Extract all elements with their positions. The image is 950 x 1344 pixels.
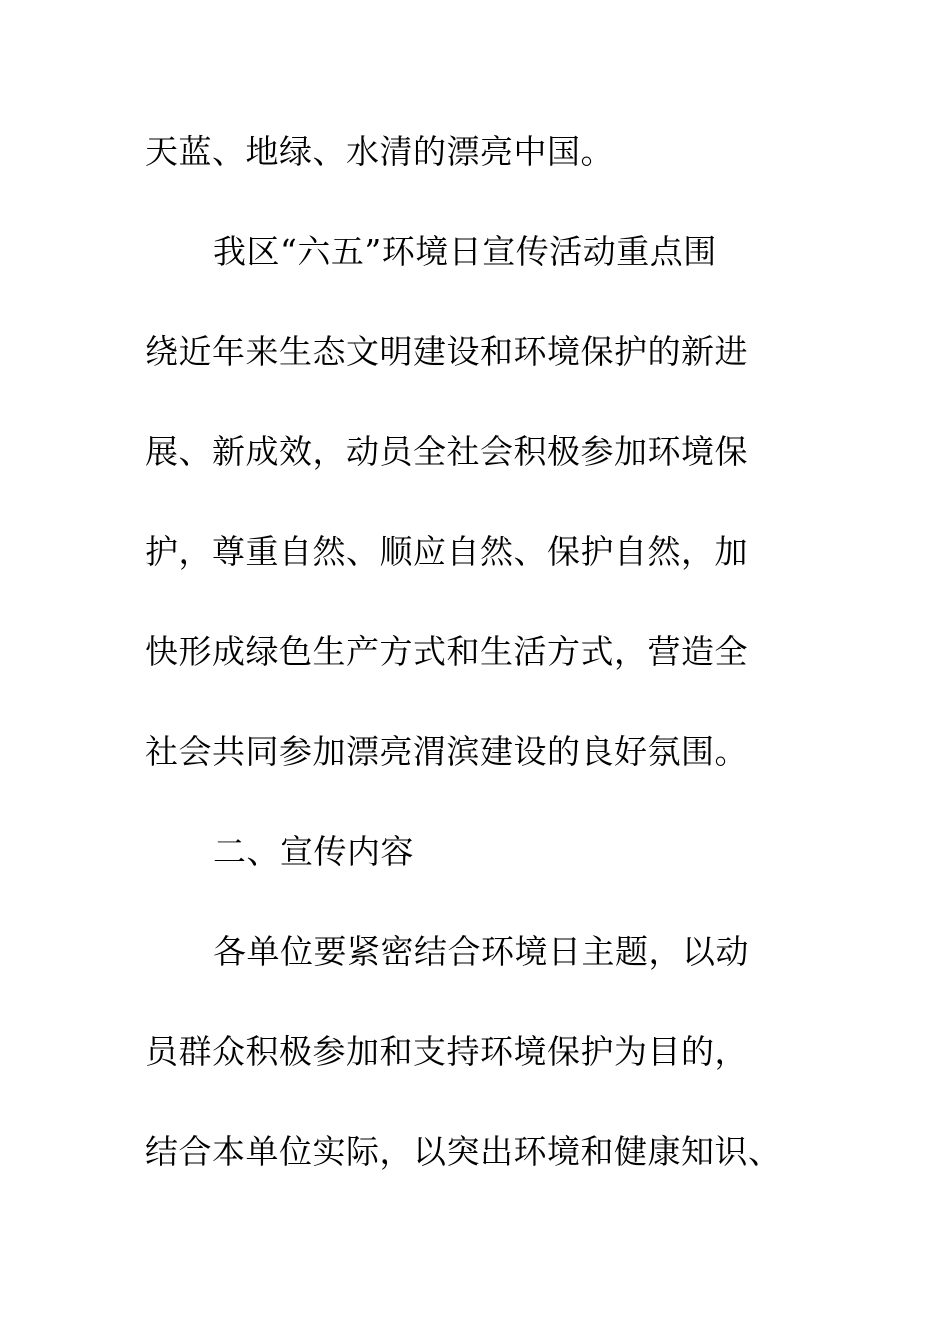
paragraph-line-7: 社会共同参加漂亮渭滨建设的良好氛围。 xyxy=(145,732,748,771)
paragraph-line-9: 各单位要紧密结合环境日主题，以动 xyxy=(213,932,749,971)
section-heading: 二、宣传内容 xyxy=(213,832,414,871)
paragraph-line-3: 绕近年来生态文明建设和环境保护的新进 xyxy=(145,332,748,371)
paragraph-line-1: 天蓝、地绿、水清的漂亮中国。 xyxy=(145,132,614,171)
paragraph-line-6: 快形成绿色生产方式和生活方式，营造全 xyxy=(145,632,748,671)
paragraph-line-4: 展、新成效，动员全社会积极参加环境保 xyxy=(145,432,748,471)
paragraph-line-10: 员群众积极参加和支持环境保护为目的， xyxy=(145,1032,748,1071)
paragraph-line-11: 结合本单位实际，以突出环境和健康知识、 xyxy=(145,1132,782,1171)
paragraph-line-2: 我区“六五”环境日宣传活动重点围 xyxy=(213,232,717,271)
paragraph-line-5: 护，尊重自然、顺应自然、保护自然，加 xyxy=(145,532,748,571)
